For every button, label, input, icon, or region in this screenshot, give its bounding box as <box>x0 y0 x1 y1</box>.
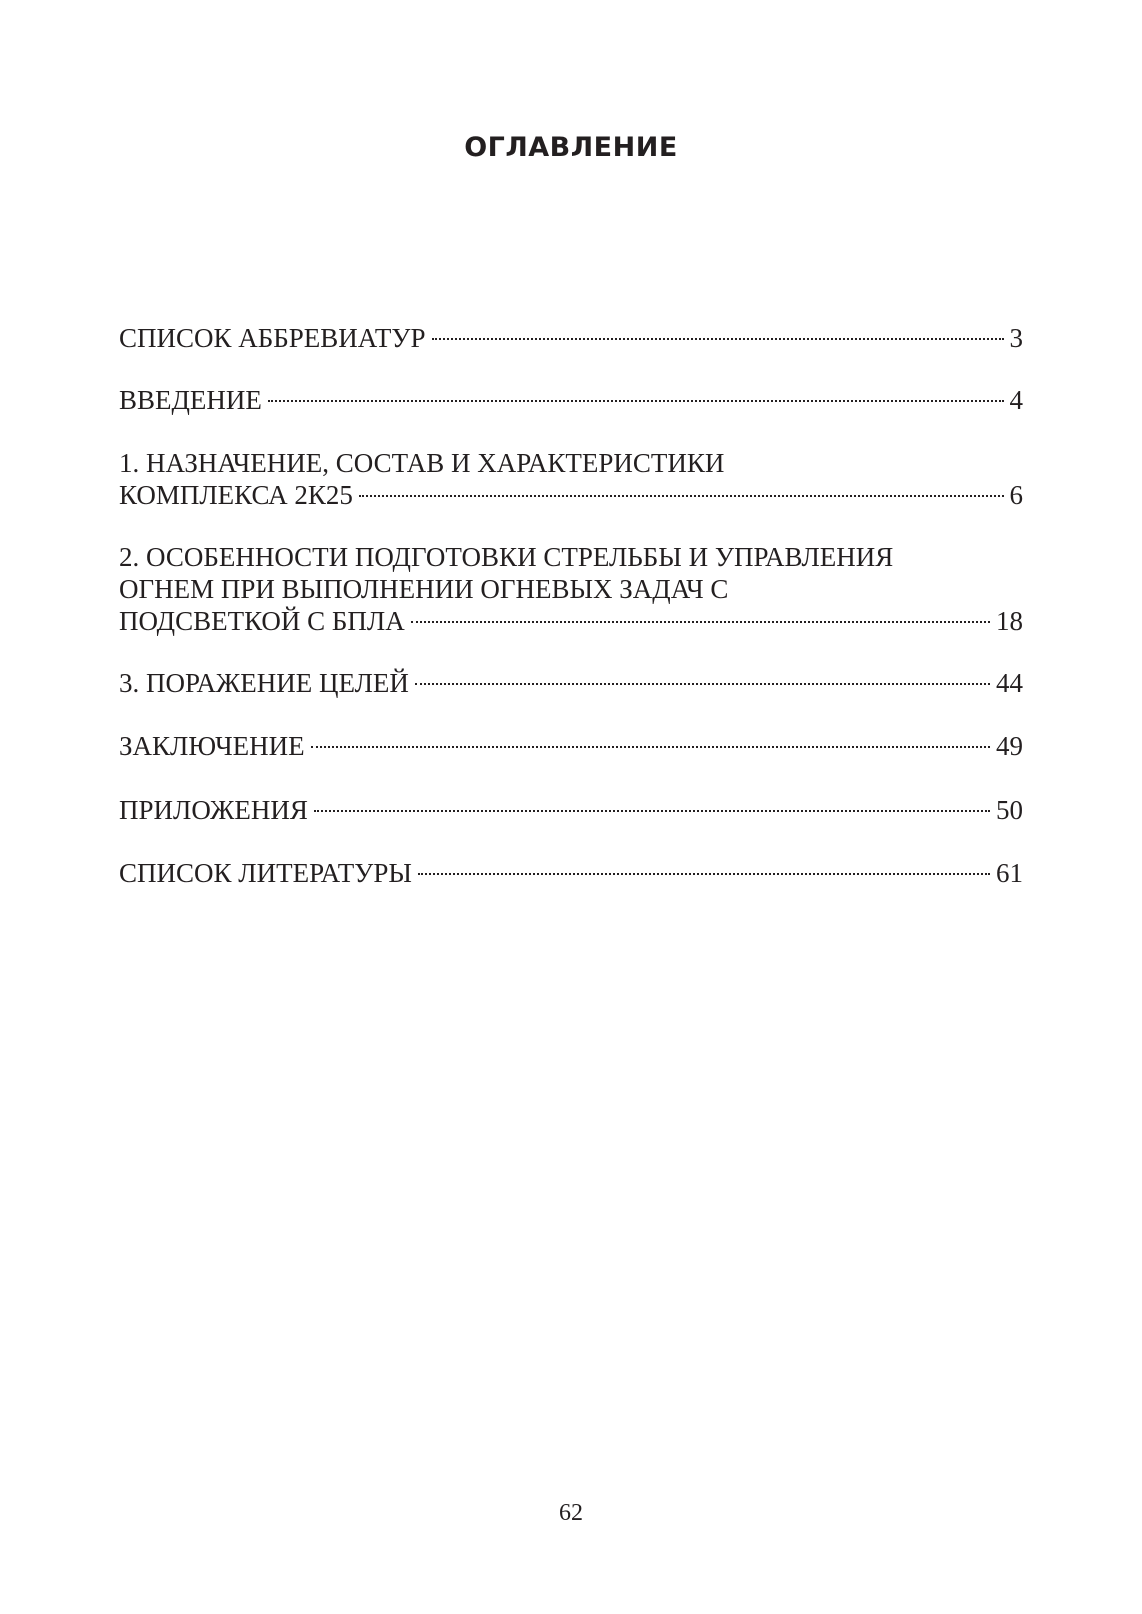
toc-entry-page: 50 <box>996 795 1023 825</box>
toc-entry-title: СПИСОК АББРЕВИАТУР <box>119 323 426 353</box>
dot-leader <box>359 495 1004 497</box>
page-number: 62 <box>559 1500 583 1526</box>
dot-leader <box>311 746 990 748</box>
toc-entry-page: 49 <box>996 731 1023 761</box>
toc-entry-row <box>119 322 1023 354</box>
page-title: ОГЛАВЛЕНИЕ <box>464 132 678 163</box>
toc-entry[interactable] <box>119 384 1023 416</box>
dot-leader <box>268 400 1004 402</box>
toc-entry-row <box>119 857 1023 889</box>
toc-entry[interactable] <box>119 857 1023 889</box>
dot-leader <box>314 810 990 812</box>
toc-entry-row <box>119 605 1023 637</box>
toc-entry-title: ПОДСВЕТКОЙ С БПЛА <box>119 606 405 636</box>
toc-entry-row <box>119 794 1023 826</box>
toc-entry-title-line: ОГНЕМ ПРИ ВЫПОЛНЕНИИ ОГНЕВЫХ ЗАДАЧ С <box>119 574 729 604</box>
toc-entry-row <box>119 730 1023 762</box>
toc-entry-page: 44 <box>996 668 1023 698</box>
toc-entry-title-line: 1. НАЗНАЧЕНИЕ, СОСТАВ И ХАРАКТЕРИСТИКИ <box>119 448 725 478</box>
toc-entry-page: 61 <box>996 858 1023 888</box>
dot-leader <box>415 683 990 685</box>
toc-entry[interactable] <box>119 667 1023 699</box>
toc-entry-row <box>119 384 1023 416</box>
toc-entry-page: 18 <box>996 606 1023 636</box>
toc-entry-title-line: 2. ОСОБЕННОСТИ ПОДГОТОВКИ СТРЕЛЬБЫ И УПРАВЛЕНИЯ <box>119 542 894 572</box>
toc-entry[interactable] <box>119 322 1023 354</box>
toc-entry-title: ЗАКЛЮЧЕНИЕ <box>119 731 305 761</box>
toc-entry[interactable] <box>119 794 1023 826</box>
toc-entry[interactable] <box>119 447 1023 511</box>
toc-entry[interactable] <box>119 730 1023 762</box>
dot-leader <box>411 621 990 623</box>
toc-entry[interactable] <box>119 541 1023 637</box>
dot-leader <box>432 338 1004 340</box>
toc-entry-title: СПИСОК ЛИТЕРАТУРЫ <box>119 858 412 888</box>
toc-entry-title: ВВЕДЕНИЕ <box>119 385 262 415</box>
toc-entry-title: КОМПЛЕКСА 2К25 <box>119 480 353 510</box>
toc-entry-page: 6 <box>1009 480 1023 510</box>
toc-entry-title: ПРИЛОЖЕНИЯ <box>119 795 308 825</box>
dot-leader <box>418 873 990 875</box>
toc-entry-row <box>119 667 1023 699</box>
toc-entry-row <box>119 479 1023 511</box>
toc-entry-page: 4 <box>1009 385 1023 415</box>
toc-entry-page: 3 <box>1009 323 1023 353</box>
toc-entry-title: 3. ПОРАЖЕНИЕ ЦЕЛЕЙ <box>119 668 409 698</box>
